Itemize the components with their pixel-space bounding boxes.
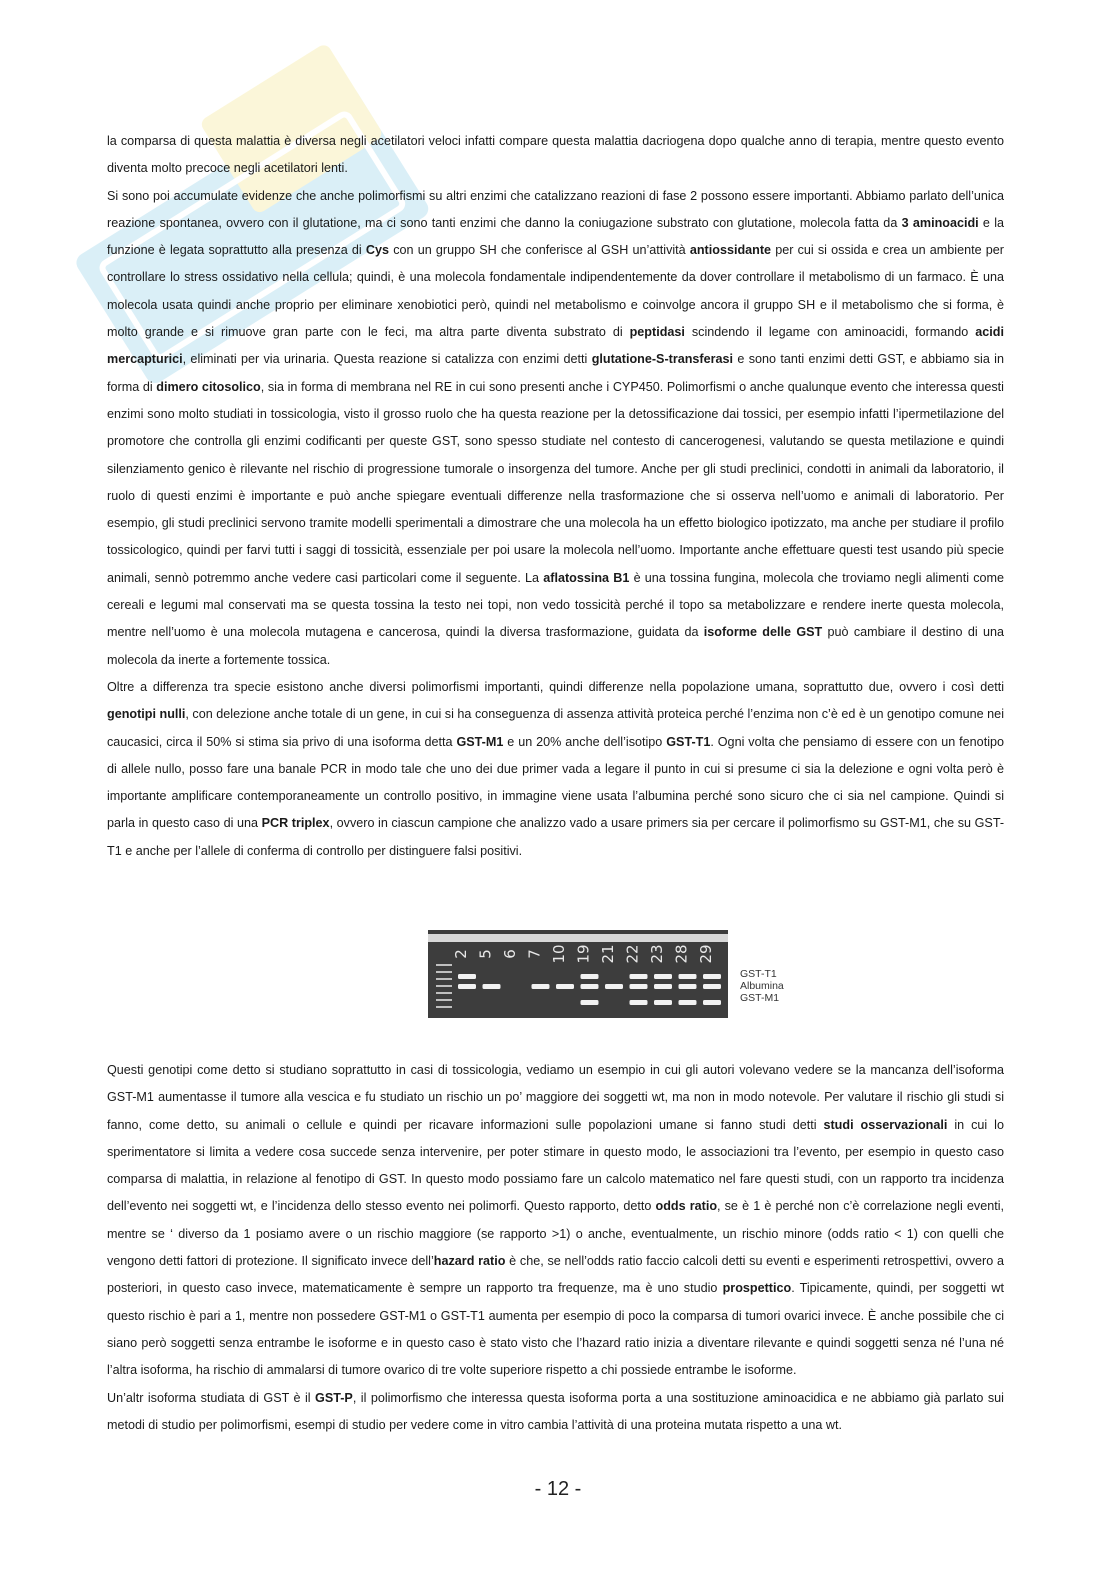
- bold-term: PCR triplex: [261, 816, 330, 831]
- lane-label: 21: [599, 944, 617, 964]
- gel-band: [679, 984, 697, 989]
- gel-band: [630, 1000, 648, 1005]
- ladder-band: [436, 978, 452, 980]
- gel-band: [630, 984, 648, 989]
- ladder-band: [436, 999, 452, 1001]
- bold-term: GST-M1: [456, 734, 504, 749]
- paragraph: [107, 128, 1004, 183]
- paragraph: [107, 1057, 1004, 1385]
- lane-label: 29: [697, 944, 715, 964]
- lane-label: 19: [574, 944, 593, 964]
- bold-term: 3 aminoacidi: [901, 215, 979, 230]
- gel-band-labels: [740, 968, 784, 1004]
- text-run: , con delezione anche totale di un gene, in cui si ha conseguenza di assenza attività proteica perché l’enzima non c’è ed è un genotipo comune nei caucasici, circa il 50% si stima sia privo di una isoforma detta: [107, 707, 1004, 749]
- text-run: la comparsa di questa malattia è diversa negli acetilatori veloci infatti compare questa malattia dacriogena dopo qualche anno di terapia, mentre questo evento diventa molto precoce negli acetilatori lenti.: [107, 134, 1004, 176]
- bold-term: acidi mercapturici: [107, 325, 1004, 367]
- text-run: , sia in forma di membrana nel RE in cui sono presenti anche i CYP450. Polimorfismi o anche qualunque evento che interessa questi enzimi sono molto studiati in tossicologia, visto il grosso ruolo che ha questa reazione per la detossificazione dai tossici, per esempio infatti l’ipermetilazione del promotore che controlla gli enzimi codificanti per queste GST, sono spesso studiate nel contesto di cancerogenesi, valutando se questa metilazione e quindi silenziamento genico è rilevante nel rischio di progressione tumorale o insorgenza del tumore. Anche per gli studi preclinici, condotti in animali da laboratorio, il ruolo di questi enzimi è importante e può anche spiegare eventuali differenze nella trasformazione che si osserva nell’uomo e animali di laboratorio. Per esempio, gli studi preclinici servono tramite modelli sperimentali a dimostrare che una molecola ha un effetto biologico ipotizzato, ma anche per studiare il profilo tossicologico, quindi per farvi tutti i saggi di tossicità, essenziale per poi usare la molecola nell’uomo. Importante anche effettuare questi test usando più specie animali, sennò potremmo anche vedere casi particolari come il seguente. La: [107, 379, 1004, 585]
- text-run: Questi genotipi come detto si studiano soprattutto in casi di tossicologia, vediamo un esempio in cui gli autori volevano vedere se la mancanza dell’isoforma GST-M1 aumentasse il tumore alla vescica e fu studiato un rischio un po’ maggiore dei soggetti wt, ma non in modo notevole. Per valutare il rischio gli studi si fanno, come detto, su animali o cellule e quindi per ricavare informazioni sulle popolazioni umane si fanno studi detti: [107, 1063, 1004, 1132]
- band-label: GST-T1: [740, 968, 777, 980]
- bold-term: antiossidante: [689, 243, 772, 258]
- gel-band: [630, 974, 648, 979]
- text-run: per cui si ossida e crea un ambiente per controllare lo stress ossidativo nella cellula; quindi, è una molecola fondamentale indipendentemente da dover controllare il metabolismo di un farmaco. È una molecola usata quindi anche proprio per eliminare xenobiotici però, quindi nel metabolismo e coinvolge ancora il gruppo SH e il metabolismo che si forma, è molto grande e si rimuove gran parte con le feci, ma altra parte diventa substrato di: [107, 243, 1004, 340]
- lane-label: 22: [623, 944, 642, 964]
- text-section-2: [107, 1057, 1004, 1439]
- gel-band: [532, 984, 550, 989]
- ladder-band: [436, 992, 452, 994]
- bold-term: GST-P: [315, 1390, 353, 1405]
- text-run: e la funzione è legata soprattutto alla presenza di: [107, 215, 1004, 258]
- bold-term: GST-T1: [666, 734, 711, 749]
- gel-band: [581, 984, 599, 989]
- paragraph: [107, 183, 1004, 674]
- lane-label: 28: [672, 944, 691, 964]
- gel-band: [581, 1000, 599, 1005]
- text-run: e un 20% anche dell’isotipo: [503, 734, 667, 749]
- lane-label: 6: [501, 949, 519, 959]
- paragraph: [107, 674, 1004, 865]
- lane-label: 10: [550, 944, 568, 964]
- bold-term: glutatione-S-transferasi: [591, 352, 734, 367]
- lane-label: 7: [525, 949, 544, 959]
- band-label: GST-M1: [740, 992, 780, 1004]
- ladder-band: [436, 1006, 452, 1008]
- gel-band: [703, 984, 721, 989]
- ladder-band: [436, 971, 452, 973]
- gel-band: [654, 1000, 672, 1005]
- text-run: può cambiare il destino di una molecola da inerte a fortemente tossica.: [107, 625, 1004, 667]
- text-run: Si sono poi accumulate evidenze che anche polimorfismi su altri enzimi che catalizzano reazioni di fase 2 possono essere importanti. Abbiamo parlato dell’unica reazione spontanea, ovvero con il glutatione, ma ci sono tanti enzimi che danno la coniugazione substrato con glutatione, molecola fatta da: [107, 188, 1004, 230]
- gel-band: [458, 974, 476, 979]
- band-label: Albumina: [740, 980, 784, 992]
- bold-term: odds ratio: [655, 1199, 718, 1214]
- gel-band: [483, 984, 501, 989]
- bold-term: studi osservazionali: [823, 1117, 948, 1132]
- gel-band: [654, 974, 672, 979]
- gel-band: [458, 984, 476, 989]
- pcr-gel-figure: [428, 930, 798, 1018]
- lane-label: 2: [452, 949, 470, 959]
- bold-term: Cys: [365, 243, 390, 258]
- text-run: , se è 1 è perché non c’è correlazione negli eventi, mentre se ‘ diverso da 1 posiamo avere o un rischio maggiore (se rapporto >1) o anche, eventualmente, un rischio minore (odds ratio < 1) con quelli che vengono detti fattori di protezione. Il significato invece dell’: [107, 1199, 1005, 1269]
- ladder-band: [436, 985, 452, 987]
- text-run: . Ogni volta che pensiamo di essere con un fenotipo di allele nullo, posso fare una banale PCR in modo tale che uno dei due primer vada a legare il punto in cui si presume ci sia la delezione e ogni volta però è importante amplificare contemporaneamente un controllo positivo, in immagine viene usata l’albumina perché sono sicuro che ci sia nel campione. Quindi si parla in questo caso di una: [107, 734, 1004, 831]
- gel-band: [605, 984, 623, 989]
- text-run: con un gruppo SH che conferisce al GSH un’attività: [389, 243, 690, 258]
- text-run: è una tossina fungina, molecola che troviamo negli alimenti come cereali e legumi mal conservati ma se questa tossina la testo nei topi, non vedo tossicità perché il topo sa metabolizzare e rendere inerte questa molecola, mentre nell’uomo è una molecola mutagena e cancerosa, quindi la diversa trasformazione, guidata da: [107, 570, 1004, 640]
- bold-term: peptidasi: [629, 325, 685, 340]
- text-run: in cui lo sperimentatore si limita a vedere cosa succede senza intervenire, per poter stimare in questo modo, le associazioni tra l’evento, per esempio in questo caso comparsa di malattia, in relazione al fenotipo di GST. In questo modo possiamo fare un calcolo matematico nel fare questi studi, con un rapporto tra incidenza dell’evento nei soggetti wt, e l’incidenza dello stesso evento nei polimorfi. Questo rapporto, detto: [107, 1117, 1004, 1214]
- bold-term: dimero citosolico: [156, 379, 261, 394]
- gel-band: [703, 1000, 721, 1005]
- gel-band: [703, 974, 721, 979]
- gel-band: [679, 1000, 697, 1005]
- ladder-band: [436, 964, 452, 966]
- bold-term: genotipi nulli: [107, 707, 186, 722]
- text-run: , il polimorfismo che interessa questa isoforma porta a una sostituzione aminoacidica e ne abbiamo già parlato sui metodi di studio per polimorfismi, esempi di studio per vedere come in vitro cambia l’attività di una proteina mutata rispetto a una wt.: [107, 1390, 1004, 1432]
- gel-band: [679, 974, 697, 979]
- gel-image: [428, 930, 728, 1018]
- text-run: Oltre a differenza tra specie esistono anche diversi polimorfismi importanti, quindi differenze nella popolazione umana, soprattutto due, ovvero i così detti: [107, 679, 1004, 694]
- bold-term: hazard ratio: [433, 1254, 506, 1269]
- text-run: , eliminati per via urinaria. Questa reazione si catalizza con enzimi detti: [182, 352, 592, 367]
- page-number: - 12 -: [534, 1478, 582, 1500]
- gel-band: [581, 974, 599, 979]
- paragraph: [107, 1385, 1004, 1440]
- bold-term: prospettico: [722, 1281, 792, 1296]
- bold-term: aflatossina B1: [543, 570, 630, 585]
- bold-term: isoforme delle GST: [703, 625, 823, 640]
- gel-band: [654, 984, 672, 989]
- text-run: è che, se nell’odds ratio faccio calcoli detti su eventi e esperimenti retrospettivi, ovvero a posteriori, in questo caso invece, matematicamente è sempre un rapporto tra frequenze, ma è uno studio: [107, 1254, 1005, 1296]
- text-run: Un’altr isoforma studiata di GST è il: [107, 1390, 316, 1405]
- text-section-1: [107, 128, 1004, 865]
- lane-label: 5: [476, 949, 495, 959]
- lane-label: 23: [648, 944, 666, 964]
- gel-band: [556, 984, 574, 989]
- text-run: . Tipicamente, quindi, per soggetti wt questo rischio è pari a 1, mentre non possedere GST-M1 o GST-T1 aumenta per esempio di poco la comparsa di tumori ovarici invece. È anche possibile che ci siano però soggetti senza entrambe le isoforme e in questo caso è stato visto che l’hazard ratio inizia a diventare rilevante e quindi soggetti senza né l’una né l’altra isoforma, ha rischio di ammalarsi di tumore ovarico di tre volte superiore rispetto a chi possiede entrambe le isoforme.: [107, 1281, 1004, 1378]
- text-run: e sono tanti enzimi detti GST, e abbiamo sia in forma di: [107, 352, 1004, 394]
- text-run: scindendo il legame con aminoacidi, formando: [684, 325, 976, 340]
- text-run: , ovvero in ciascun campione che analizzo vado a usare primers sia per cercare il polimorfismo su GST-M1, che su GST-T1 e anche per l’allele di conferma di controllo per distinguere falsi positivi.: [107, 816, 1005, 858]
